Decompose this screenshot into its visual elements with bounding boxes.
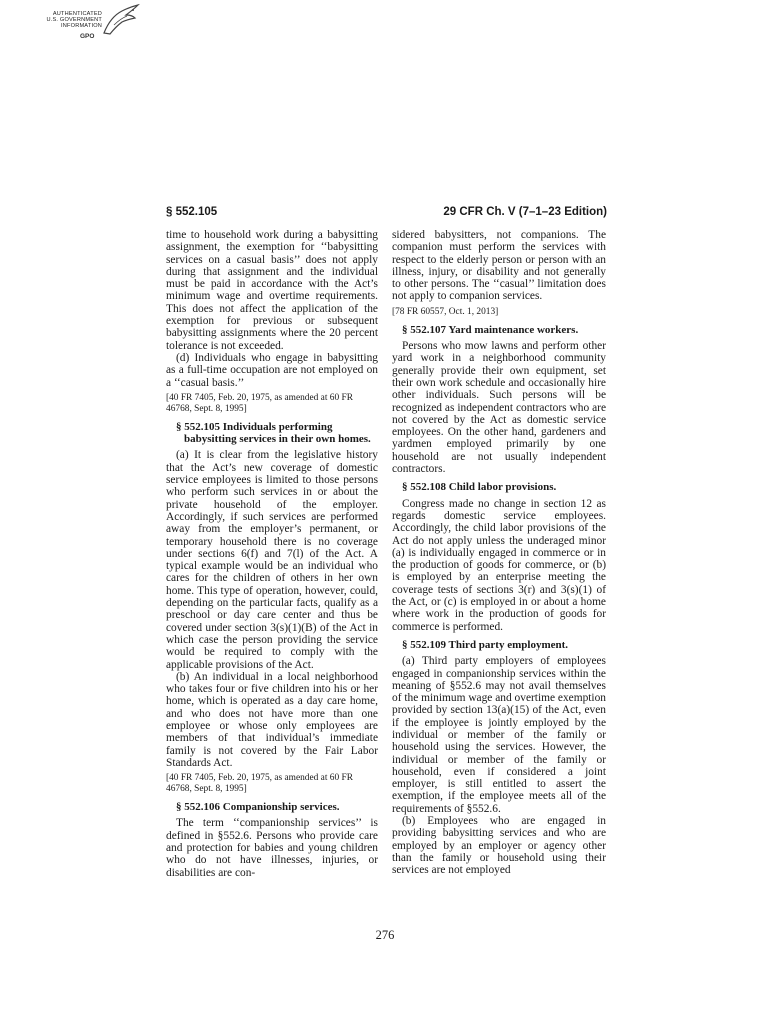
paragraph: Persons who mow lawns and perform other yard work in a neighborhood community generally provide their own equipment, set their own work schedule and occasionally hire other individuals. Such persons will be recognized as independent contractors who are not covered by the Act as domestic service employees. On the other hand, gardeners and yardmen employed primarily by one household are not usually independent contractors. <box>392 340 606 476</box>
header-section: § 552.105 <box>166 206 218 218</box>
paragraph: time to household work during a babysitting assignment, the exemption for ‘‘babysitting services on a casual basis’’ does not apply during that assignment and the individual must be paid in accordance with the Act’s minimum wage and overtime requirements. This does not affect the application of the exemption for previous or subsequent babysitting assignments where the 20 percent tolerance is not exceeded. <box>166 229 378 352</box>
logo-text <box>36 11 102 30</box>
citation: [40 FR 7405, Feb. 20, 1975, as amended at 60 FR 46768, Sept. 8, 1995] <box>166 773 353 795</box>
right-column <box>392 229 606 877</box>
paragraph: Congress made no change in section 12 as regards domestic service employees. Accordingly, the child labor provisions of the Act do not apply unless the underaged minor (a) is individually engaged in commerce or in the production of goods for commerce, or (b) is employed by an enterprise meeting the coverage tests of sections 3(r) and 3(s)(1) of the Act, or (c) is employed in or about a home where work in the production of goods for commerce is performed. <box>392 497 606 633</box>
paragraph: (a) Third party employers of employees engaged in companionship services within the meaning of §552.6 may not avail themselves of the minimum wage and overtime exemption provided by section 13(a)(15) of the Act, even if the employee is jointly employed by the individual or member of the family or household using the services. However, the individual or member of the family or household, even if considered a joint employer, is still entitled to assert the exemption, if the employee meets all of the requirements of §552.6. <box>392 655 606 815</box>
left-column <box>166 229 378 879</box>
header-title: 29 CFR Ch. V (7–1–23 Edition) <box>443 206 607 218</box>
paragraph: (b) An individual in a local neighborhood who takes four or five children into his or her home, which is operated as a day care home, and who does not have more than one employee or whose only employees are members of that individual’s immediate family is not covered by the Fair Labor Standards Act. <box>166 670 378 769</box>
logo-line: U.S. GOVERNMENT <box>46 17 102 24</box>
page-number: 276 <box>375 928 395 942</box>
eagle-icon <box>100 3 140 37</box>
citation: [78 FR 60557, Oct. 1, 2013] <box>392 306 499 317</box>
logo-gpo-text: GPO <box>80 33 95 40</box>
citation: [40 FR 7405, Feb. 20, 1975, as amended at 60 FR 46768, Sept. 8, 1995] <box>166 392 353 414</box>
paragraph: (a) It is clear from the legislative history that the Act’s new coverage of domestic service employees is limited to those persons who perform such services in or about the private household of the employer. Accordingly, if such services are performed away from the employer’s permanent, or temporary household there is no coverage under sections 6(f) and 7(l) of the Act. A typical example would be an individual who cares for the children of others in her own home. This type of operation, however, could, depending on the particular facts, qualify as a preschool or day care center and thus be covered under section 3(s)(1)(B) of the Act in which case the person providing the service would be required to comply with the applicable provisions of the Act. <box>166 449 378 671</box>
running-header <box>166 206 607 222</box>
logo-line: AUTHENTICATED <box>52 11 102 17</box>
paragraph: sidered babysitters, not companions. The companion must perform the services with respect to the elderly person or person with an illness, injury, or disability and not generally to other persons. The ‘‘casual’’ limitation does not apply to companion services. <box>392 229 606 303</box>
section-heading-552-105: § 552.105 Individuals performing babysitting services in their own homes. <box>176 420 371 446</box>
section-heading-552-106: § 552.106 Companionship services. <box>176 801 340 814</box>
section-heading-552-108: § 552.108 Child labor provisions. <box>402 481 557 494</box>
paragraph: The term ‘‘companionship services’’ is defined in §552.6. Persons who provide care and protection for babies and young children who do not have illnesses, injuries, or disabilities are con- <box>166 817 378 879</box>
logo-line: INFORMATION <box>61 23 102 30</box>
paragraph: (b) Employees who are engaged in providing babysitting services and who are employed by an employer or agency other than the family or household using their services are not employed <box>392 815 606 877</box>
gpo-authenticated-logo <box>22 3 142 49</box>
section-heading-552-109: § 552.109 Third party employment. <box>402 638 569 651</box>
section-heading-552-107: § 552.107 Yard maintenance workers. <box>402 323 579 336</box>
paragraph: (d) Individuals who engage in babysitting as a full-time occupation are not employed on a ‘‘casual basis.’’ <box>166 351 378 389</box>
